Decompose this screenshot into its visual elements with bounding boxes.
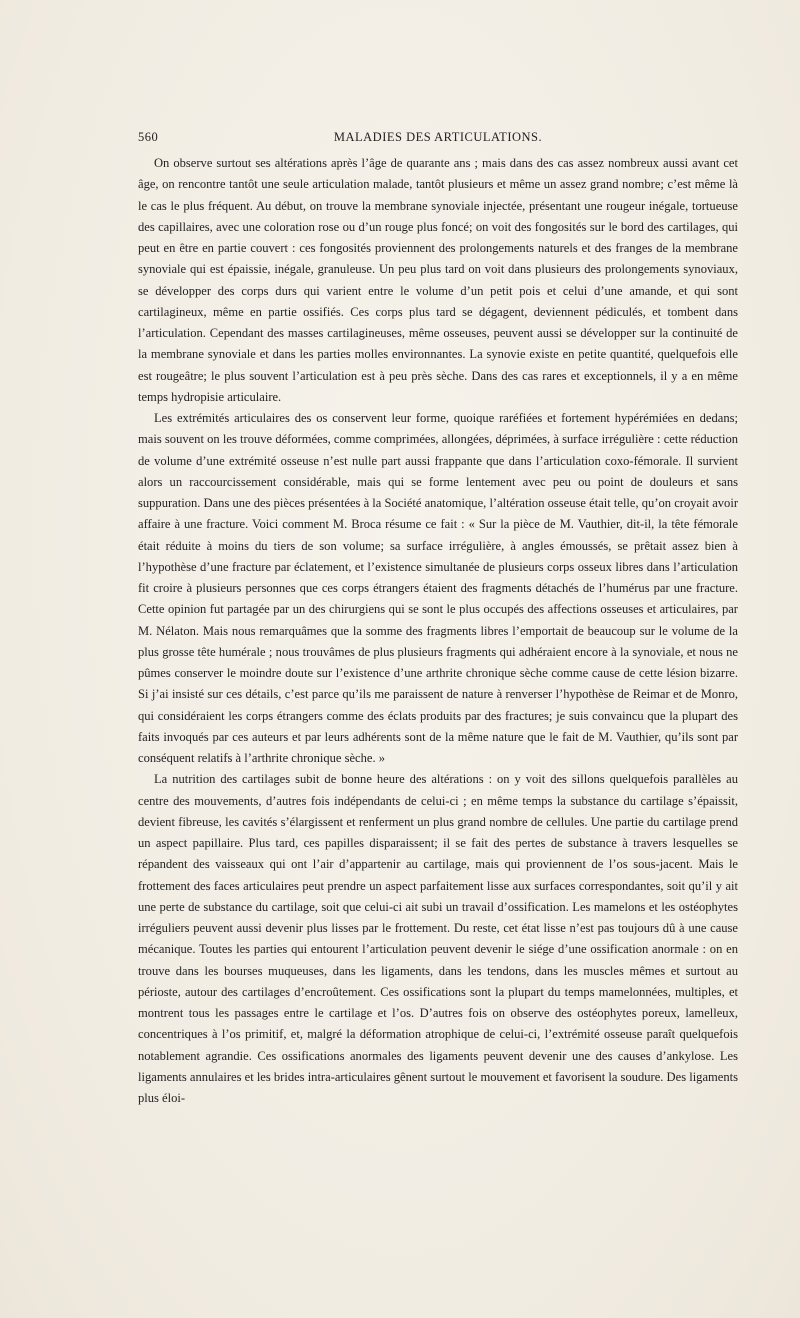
paragraph: On observe surtout ses altérations après l’âge de quarante ans ; mais dans des cas assez nombreux aussi avant cet âge, on rencontre tantôt une seule articulation malade, tantôt plusieurs et même un assez grand nombre; c’est même là le cas le plus fréquent. Au début, on trouve la membrane synoviale injectée, présentant une rougeur inégale, tortueuse des capillaires, avec une coloration rose ou d’un rouge plus foncé; on voit des fongosités sur le bord des cartilages, qui peut en être en partie couvert : ces fongosités proviennent des prolongements naturels et des franges de la membrane synoviale qui est épaissie, inégale, granuleuse. Un peu plus tard on voit dans plusieurs des prolongements synoviaux, se développer des corps durs qui varient entre le volume d’un petit pois et celui d’une amande, et qui sont cartilagineux, même en partie ossifiés. Ces corps plus tard se dégagent, deviennent pédiculés, et tombent dans l’articulation. Cependant des masses cartilagineuses, même osseuses, peuvent aussi se développer sur la continuité de la membrane synoviale et dans les parties molles environnantes. La synovie existe en petite quantité, quelquefois elle est rougeâtre; le plus souvent l’articulation est à peu près sèche. Dans des cas rares et exceptionnels, il y a en même temps hydropisie articulaire. bbox=[138, 156, 738, 404]
paragraph: Les extrémités articulaires des os conservent leur forme, quoique raréfiées et fortement hypérémiées en dedans; mais souvent on les trouve déformées, comme comprimées, allongées, déprimées, à surface irrégulière : cette réduction de volume d’une extrémité osseuse n’est nulle part aussi frappante que dans l’articulation coxo-fémorale. Il survient alors un raccourcissement considérable, mais qui se forme lentement avec peu ou point de douleurs et sans suppuration. Dans une des pièces présentées à la Société anatomique, l’altération osseuse était telle, qu’on croyait avoir affaire à une fracture. Voici comment M. Broca résume ce fait : « Sur la pièce de M. Vauthier, dit-il, la tête fémorale était réduite à moins du tiers de son volume; sa surface irrégulière, à angles émoussés, se prêtait assez bien à l’hypothèse d’une fracture par éclatement, et l’existence simultanée de plusieurs corps osseux libres dans l’articulation fit croire à plusieurs personnes que ces corps étrangers étaient des fragments détachés de l’humérus par une fracture. Cette opinion fut partagée par un des chirurgiens qui se sont le plus occupés des affections osseuses et articulaires, par M. Nélaton. Mais nous remarquâmes que la somme des fragments libres l’emportait de beaucoup sur le volume de la plus grosse tête humérale ; nous trouvâmes de plus plusieurs fragments qui adhéraient encore à la synoviale, et nous ne pûmes conserver le moindre doute sur l’existence d’une arthrite chronique sèche comme cause de cette lésion bizarre. Si j’ai insisté sur ces détails, c’est parce qu’ils me paraissent de nature à renverser l’hypothèse de Reimar et de Monro, qui considéraient les corps étrangers comme des éclats produits par des fractures; je suis convaincu que la plupart des faits invoqués par ces auteurs et par leurs adhérents sont de la même nature que le fait de M. Vauthier, qu’ils sont par conséquent relatifs à l’arthrite chronique sèche. » bbox=[138, 411, 738, 765]
page-header bbox=[138, 130, 738, 148]
body-text bbox=[138, 153, 738, 1109]
running-head: MALADIES DES ARTICULATIONS. bbox=[333, 130, 543, 144]
paragraph: La nutrition des cartilages subit de bonne heure des altérations : on y voit des sillons quelquefois parallèles au centre des mouvements, d’autres fois indépendants de celui-ci ; en même temps la substance du cartilage s’épaissit, devient fibreuse, les cavités s’élargissent et renferment un plus grand nombre de cellules. Une partie du cartilage prend un aspect papillaire. Plus tard, ces papilles disparaissent; il se fait des pertes de substance à travers lesquelles se répandent des vaisseaux qui ont l’air d’appartenir au cartilage, mais qui proviennent de l’os sous-jacent. Mais le frottement des faces articulaires peut prendre un aspect parfaitement lisse aux surfaces correspondantes, soit qu’il y ait une perte de substance du cartilage, soit que celui-ci ait subi un travail d’ossification. Les mamelons et les ostéophytes irréguliers peuvent aussi devenir plus lisses par le frottement. Du reste, cet état lisse n’est pas toujours dû à une cause mécanique. Toutes les parties qui entourent l’articulation peuvent devenir le siége d’une ossification anormale : on en trouve dans les bourses muqueuses, dans les ligaments, dans les tendons, dans les muscles mêmes et surtout au périoste, autour des cartilages d’encroûtement. Ces ossifications sont la plupart du temps mamelonnées, multiples, et montrent tous les passages entre le cartilage et l’os. D’autres fois on observe des ostéophytes poreux, lamelleux, concentriques à l’os primitif, et, malgré la déformation atrophique de celui-ci, l’extrémité osseuse paraît quelquefois notablement agrandie. Ces ossifications anormales des ligaments peuvent devenir une des causes d’ankylose. Les ligaments annulaires et les brides intra-articulaires gênent surtout le mouvement et favorisent la soudure. Des ligaments plus éloi- bbox=[138, 772, 738, 1105]
page-number: 560 bbox=[138, 130, 159, 144]
